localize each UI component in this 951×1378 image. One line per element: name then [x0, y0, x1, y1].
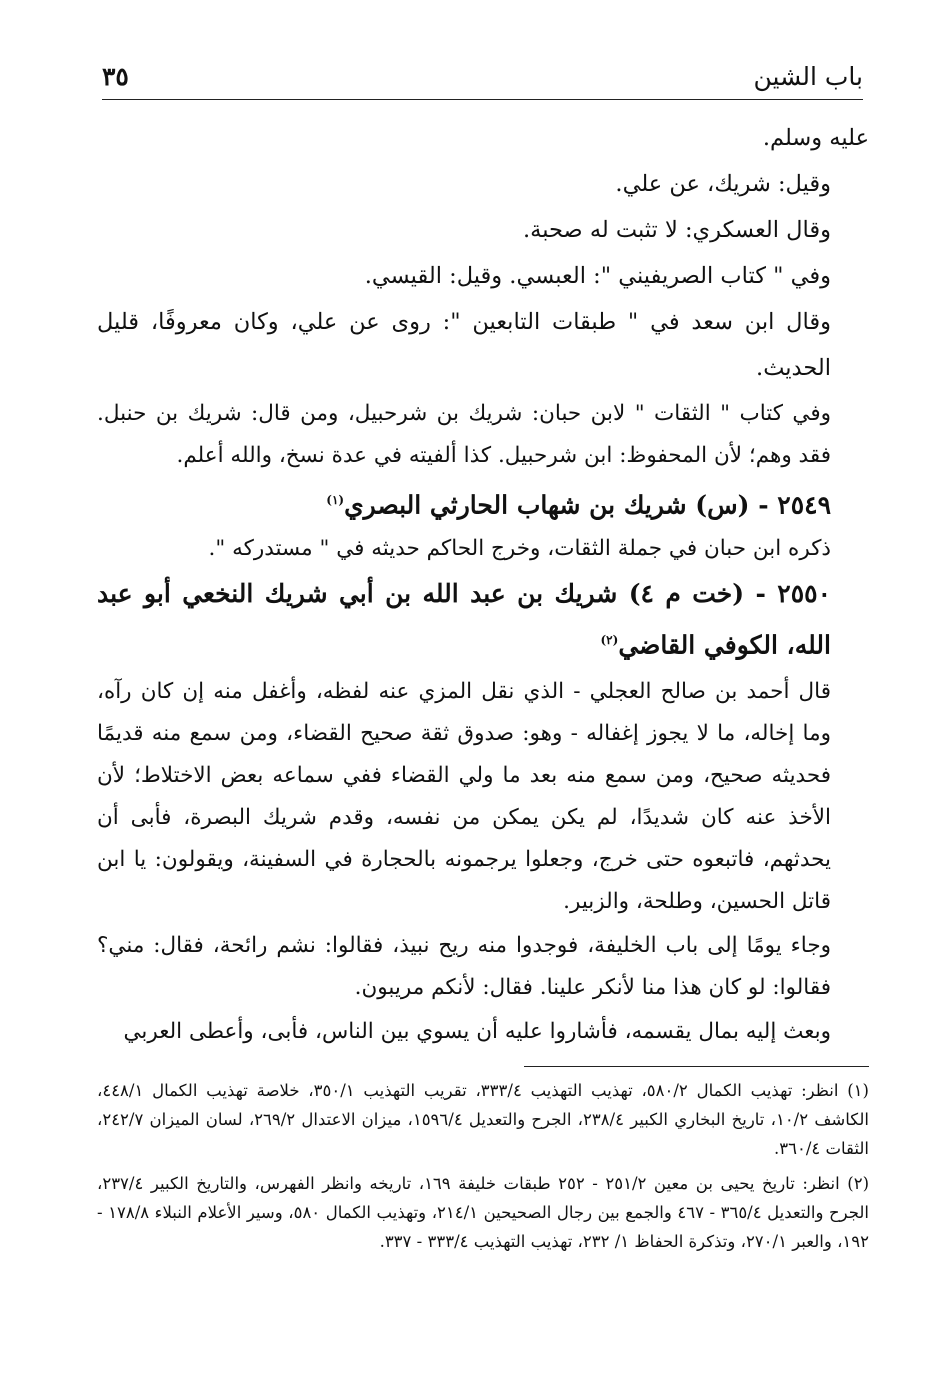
footnote: (١) انظر: تهذيب الكمال ٥٨٠/٢، تهذيب التهذيب ٣٣٣/٤، تقريب التهذيب ٣٥٠/١، خلاصة تهذيب الكمال ٤٤٨/١، الكاشف ١٠/٢، تاريخ البخاري الكبير ٢٣٨/٤، الجرح والتعديل ١٥٩٦/٤، ميزان الاعتدال ٢٦٩/٢، لسان الميزان ٢٤٢/٧، الثقات ٣٦٠/٤.	[97, 1081, 869, 1158]
paragraph: وقال ابن سعد في " طبقات التابعين ": روى عن علي، وكان معروفًا، قليل الحديث.	[97, 309, 831, 381]
paragraph: قال أحمد بن صالح العجلي - الذي نقل المزي عنه لفظه، وأغفل منه إن كان رآه، وما إخاله، ما لا يجوز إغفاله - وهو: صدوق ثقة صحيح القضاء، ومن سمع منه قديمًا فحديثه صحيح، ومن سمع منه بعد ما ولي القضاء ففي سماعه بعض الاختلاط؛ لأن الأخذ عنه كان شديدًا، لم يكن يمكن من نفسه، وقدم شريك البصرة، فأبى أن يحدثهم، فاتبعوه حتى خرج، وجعلوا يرجمونه بالحجارة في السفينة، ويقولون: يا ابن قاتل الحسين، وطلحة، والزبير.	[97, 678, 831, 914]
footnotes	[97, 1076, 869, 1262]
page-number: ٣٥	[102, 62, 129, 91]
main-text	[97, 115, 869, 1053]
entry-heading: ٢٥٤٩ - (س) شريك بن شهاب الحارثي البصري$^{(١)}$	[326, 490, 831, 520]
paragraph: وجاء يومًا إلى باب الخليفة، فوجدوا منه ريح نبيذ، فقالوا: نشم رائحة، فقال: مني؟ فقالوا: لو كان هذا منا لأنكر علينا. فقال: لأنكم مريبون.	[97, 932, 831, 1000]
footnote: (٢) انظر: تاريخ يحيى بن معين ٢٥١/٢ - ٢٥٢ طبقات خليفة ١٦٩، تاريخه وانظر الفهرس، والتاريخ الكبير ٢٣٧/٤، الجرح والتعديل ٣٦٥/٤ - ٤٦٧ والجمع بين رجال الصحيحين ٢١٤/١، وتهذيب الكمال ٥٨٠، وسير الأعلام النبلاء ١٧٨/٨ - ١٩٢، والعبر ٢٧٠/١، وتذكرة الحفاظ ١/ ٢٣٢، تهذيب التهذيب ٣٣٣/٤ - ٣٣٧.	[97, 1174, 869, 1251]
page-header	[102, 56, 863, 100]
paragraph: وقال العسكري: لا تثبت له صحبة.	[523, 217, 831, 243]
footnote-ref: (٢)	[600, 633, 619, 648]
entry-heading: ٢٥٥٠ - (خت م ٤) شريك بن عبد الله بن أبي شريك النخعي أبو عبد الله، الكوفي القاضي$^{(٢)}$	[97, 579, 831, 660]
paragraph: ذكره ابن حبان في جملة الثقات، وخرج الحاكم حديثه في " مستدركه ".	[208, 536, 831, 562]
paragraph: وبعث إليه بمال يقسمه، فأشاروا عليه أن يسوي بين الناس، فأبى، وأعطى العربي	[123, 1018, 831, 1044]
footnote-divider	[524, 1066, 869, 1067]
paragraph: وفي " كتاب الصريفيني ": العبسي. وقيل: القيسي.	[364, 263, 831, 289]
chapter-title: باب الشين	[753, 62, 863, 91]
paragraph: وفي كتاب " الثقات " لابن حبان: شريك بن شرحبيل، ومن قال: شريك بن حنبل. فقد وهم؛ لأن المحفوظ: ابن شرحبيل. كذا ألفيته في عدة نسخ، والله أعلم.	[97, 401, 831, 468]
paragraph: وقيل: شريك، عن علي.	[615, 171, 831, 197]
footnote-ref: (١)	[326, 493, 345, 507]
paragraph: عليه وسلم.	[762, 125, 869, 151]
